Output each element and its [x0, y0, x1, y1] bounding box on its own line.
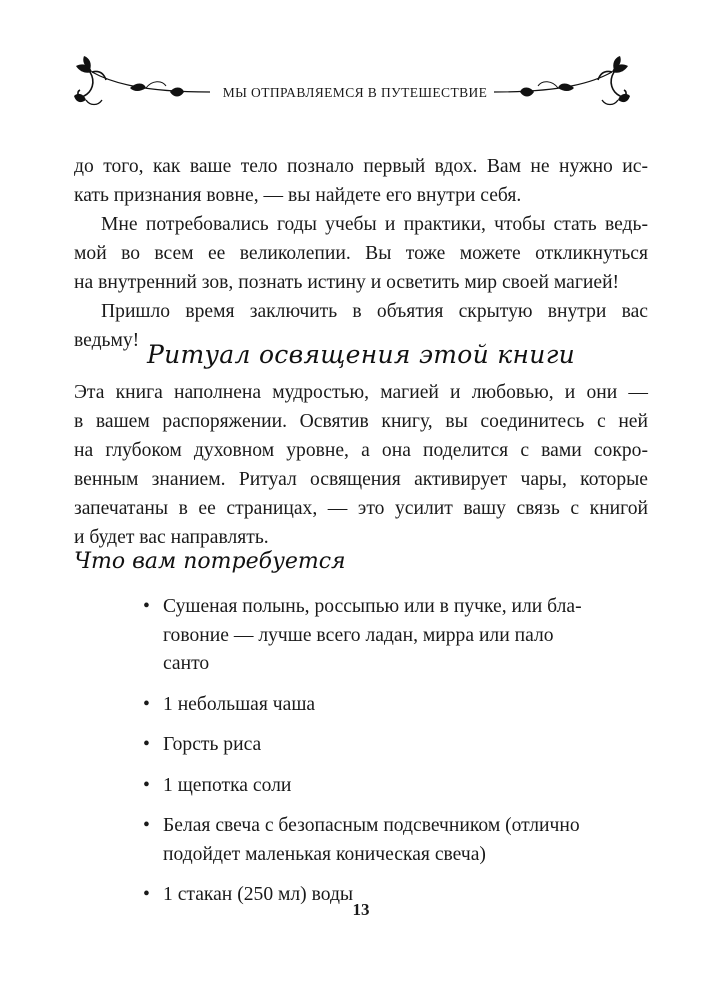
text-line: до того, как ваше тело познало первый вдох. Вам не нужно ис- [74, 156, 648, 177]
running-header [0, 52, 722, 112]
section-text [74, 378, 648, 552]
list-item [145, 593, 655, 679]
list-item-line: санто [163, 653, 210, 674]
text-line: венным знанием. Ритуал освящения активирует чары, которые [74, 469, 648, 490]
paragraph [74, 152, 648, 210]
requirements-list [145, 593, 655, 922]
bullet-icon: • [143, 734, 150, 755]
text-line: на глубоком духовном уровне, а она поделится с вами сокро- [74, 440, 648, 461]
text-line: мой во всем ее великолепии. Вы тоже можете откликнуться [74, 243, 648, 264]
text-line: на внутренний зов, познать истину и осветить мир своей магией! [74, 272, 620, 293]
floral-vine-icon [70, 52, 220, 112]
text-line: в вашем распоряжении. Освятив книгу, вы соединитесь с ней [74, 411, 648, 432]
intro-text [74, 152, 648, 355]
paragraph [74, 210, 648, 297]
text-line: ведьму! [74, 330, 140, 351]
requirements-heading: Что вам потребуется [74, 549, 346, 574]
text-line: Эта книга наполнена мудростью, магией и любовью, и они — [74, 382, 648, 403]
text-line: Мне потребовались годы учебы и практики, чтобы стать ведь- [101, 214, 648, 235]
bullet-icon: • [143, 815, 150, 836]
bullet-icon: • [143, 693, 150, 715]
list-item-line: говоние — лучше всего ладан, мирра или пало [163, 624, 554, 646]
bullet-icon: • [143, 596, 150, 617]
text-line: запечатаны в ее страницах, — это усилит вашу связь с книгой [74, 498, 648, 519]
list-item-text: 1 щепотка соли [163, 774, 292, 796]
bullet-icon: • [143, 884, 150, 905]
text-line: и будет вас направлять. [74, 527, 269, 548]
paragraph [74, 378, 648, 552]
list-item [145, 772, 655, 801]
text-line: Пришло время заключить в объятия скрытую внутри вас [101, 301, 648, 322]
floral-vine-icon [484, 52, 634, 112]
list-item-line: Белая свеча с безопасным подсвечником (отлично [163, 815, 580, 836]
list-item-text: 1 стакан (250 мл) воды [163, 884, 354, 905]
bullet-icon: • [143, 774, 150, 796]
list-item-text: 1 небольшая чаша [163, 693, 316, 715]
list-item-line: подойдет маленькая коническая свеча) [163, 843, 486, 865]
list-item [145, 812, 655, 869]
list-item-line: Сушеная полынь, россыпью или в пучке, или бла- [163, 596, 582, 617]
page-number: 13 [352, 900, 370, 919]
section-title: Ритуал освящения этой книги [146, 340, 576, 369]
list-item-text: Горсть риса [163, 734, 262, 755]
list-item [145, 691, 655, 720]
text-line: кать признания вовне, — вы найдете его внутри себя. [74, 185, 522, 206]
list-item [145, 731, 655, 760]
running-title: МЫ ОТПРАВЛЯЕМСЯ В ПУТЕШЕСТВИЕ [222, 85, 488, 100]
